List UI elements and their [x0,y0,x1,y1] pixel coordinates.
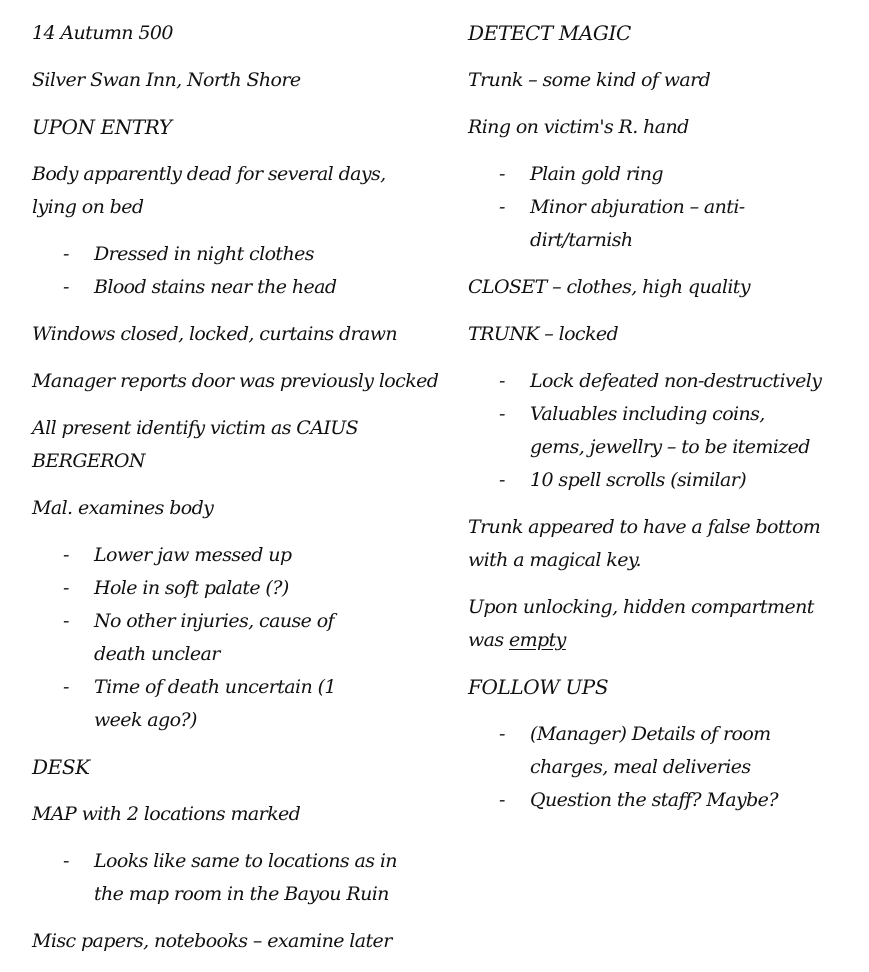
empty-emphasis: empty [509,629,566,651]
map-note: MAP with 2 locations marked [32,803,301,825]
bullet-text: Minor abjuration – anti-dirt/tarnish [530,196,745,251]
bullet-dash: - [499,403,505,425]
bullet-dash: - [63,276,69,298]
mal-note: Mal. examines body [32,497,214,519]
identify-note: All present identify victim as CAIUS BERGERON [32,417,359,472]
bullet-text: Plain gold ring [530,163,663,185]
bullet-dash: - [63,676,69,698]
date-line: 14 Autumn 500 [32,22,173,44]
trunk-locked-note: TRUNK – locked [468,323,619,345]
detect-magic-heading: DETECT MAGIC [468,21,631,45]
unlock-note [468,591,828,657]
bullet-dash: - [499,469,505,491]
bullet-text: Blood stains near the head [94,276,337,298]
bullet-text: Valuables including coins, gems, jewellry – to be itemized [530,403,810,458]
bullet-dash: - [499,163,505,185]
bullet-text: 10 spell scrolls (similar) [530,469,747,491]
bullet-text: Hole in soft palate (?) [94,577,289,599]
bullet-text: No other injuries, cause of death unclear [94,610,334,665]
closet-note: CLOSET – clothes, high quality [468,276,750,298]
follow-ups-heading: FOLLOW UPS [468,675,609,699]
bullet-text: Time of death uncertain (1 week ago?) [94,676,336,731]
body-note: Body apparently dead for several days, lying on bed [32,163,386,218]
bullet-dash: - [63,577,69,599]
false-bottom-note: Trunk appeared to have a false bottom with a magical key. [468,516,821,571]
bullet-dash: - [63,243,69,265]
desk-heading: DESK [32,755,90,779]
bullet-dash: - [499,789,505,811]
bullet-text: Lower jaw messed up [94,544,292,566]
bullet-dash: - [63,544,69,566]
trunk-ward-note: Trunk – some kind of ward [468,69,711,91]
upon-entry-heading: UPON ENTRY [32,115,172,139]
manager-note: Manager reports door was previously locked [32,370,439,392]
windows-note: Windows closed, locked, curtains drawn [32,323,398,345]
location-line: Silver Swan Inn, North Shore [32,69,301,91]
bullet-text: Dressed in night clothes [94,243,314,265]
bullet-text: Question the staff? Maybe? [530,789,778,811]
bullet-dash: - [63,850,69,872]
bullet-dash: - [499,370,505,392]
misc-note: Misc papers, notebooks – examine later [32,930,392,952]
bullet-text: (Manager) Details of room charges, meal deliveries [530,723,771,778]
unlock-note-text: Upon unlocking, hidden compartment was [468,596,814,651]
bullet-dash: - [499,196,505,218]
bullet-text: Lock defeated non-destructively [530,370,822,392]
bullet-text: Looks like same to locations as in the map room in the Bayou Ruin [94,850,397,905]
bullet-dash: - [63,610,69,632]
bullet-dash: - [499,723,505,745]
ring-note: Ring on victim's R. hand [468,116,689,138]
